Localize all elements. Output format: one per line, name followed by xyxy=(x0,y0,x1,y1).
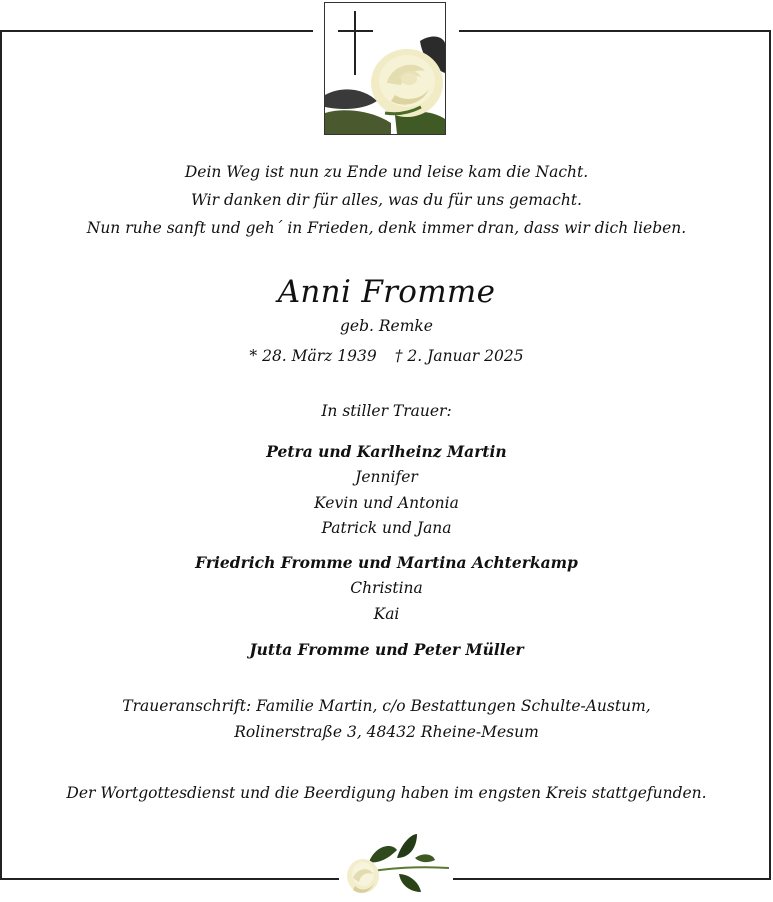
family-member: Kevin und Antonia xyxy=(314,494,459,512)
frame-top-right xyxy=(459,30,771,32)
family-group-2-head: Friedrich Fromme und Martina Achterkamp xyxy=(195,553,578,572)
family-member: Jennifer xyxy=(355,468,418,486)
family-group-3-head: Jutta Fromme und Peter Müller xyxy=(249,640,524,659)
poem-line-1: Dein Weg ist nun zu Ende und leise kam die Nacht. xyxy=(184,163,589,181)
frame-top-left xyxy=(0,30,313,32)
birth-name: geb. Remke xyxy=(340,317,433,335)
white-rose-icon xyxy=(339,828,453,898)
mourning-intro: In stiller Trauer: xyxy=(321,402,452,420)
service-note: Der Wortgottesdienst und die Beerdigung haben im engsten Kreis stattgefunden. xyxy=(66,784,707,802)
birth-date: * 28. März 1939 xyxy=(249,347,377,365)
cross-with-white-rose-icon xyxy=(324,2,446,135)
poem-line-2: Wir danken dir für alles, was du für uns gemacht. xyxy=(191,191,582,209)
family-member: Patrick und Jana xyxy=(321,519,452,537)
family-group-1-head: Petra und Karlheinz Martin xyxy=(266,442,507,461)
family-member: Kai xyxy=(373,605,400,623)
address-line-2: Rolinerstraße 3, 48432 Rheine-Mesum xyxy=(234,723,539,741)
frame-bottom-right xyxy=(453,878,771,880)
poem-line-3: Nun ruhe sanft und geh´ in Frieden, denk immer dran, dass wir dich lieben. xyxy=(86,219,687,237)
frame-bottom-left xyxy=(0,878,339,880)
death-date: † 2. Januar 2025 xyxy=(394,347,524,365)
address-line-1: Traueranschrift: Familie Martin, c/o Bestattungen Schulte-Austum, xyxy=(122,697,651,715)
deceased-name: Anni Fromme xyxy=(277,274,496,310)
life-dates xyxy=(0,347,773,365)
family-member: Christina xyxy=(350,579,423,597)
